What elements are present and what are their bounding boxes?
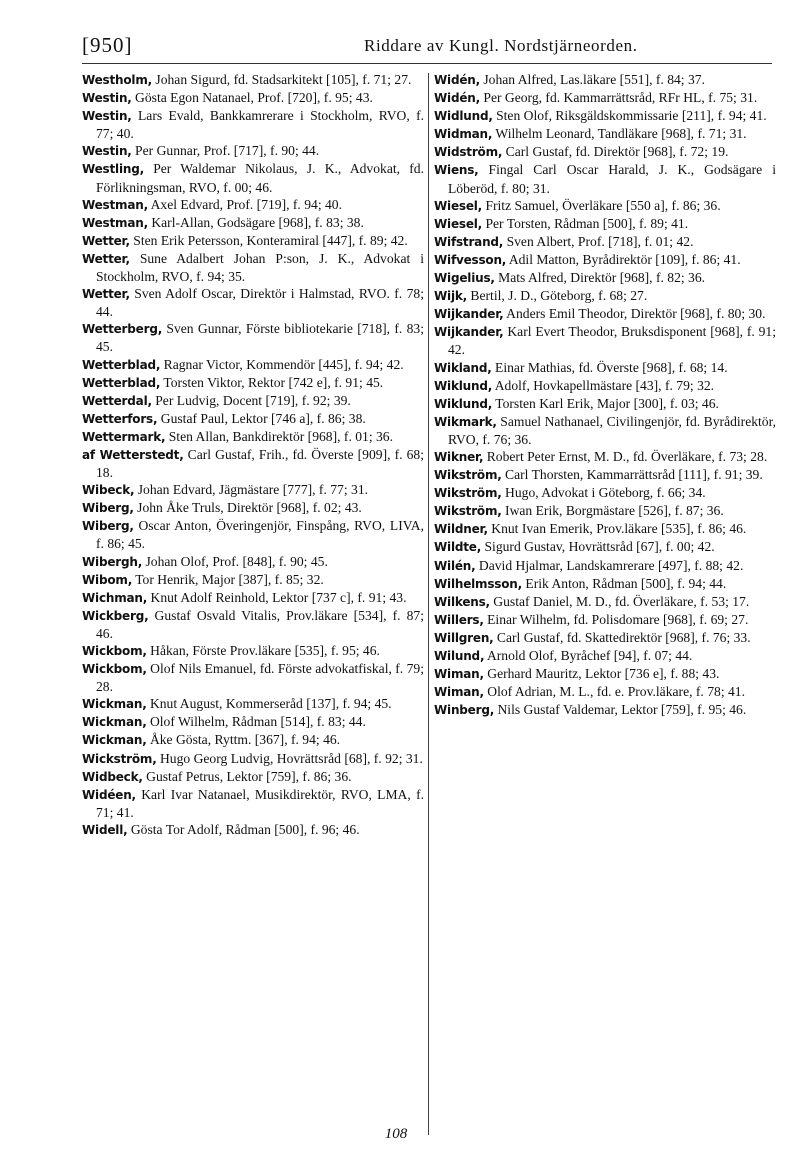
list-item [82,356,424,374]
entry-surname: Widbeck, [82,769,143,784]
entry-surname: Wiesel, [434,198,483,213]
entry-details: Torsten Viktor, Rektor [742 e], f. 91; 45. [160,374,384,390]
list-item [82,410,424,428]
entry-details: Nils Gustaf Valdemar, Lektor [759], f. 95; 46. [494,702,747,718]
entry-details: Fritz Samuel, Överläkare [550 a], f. 86; 36. [482,197,721,213]
entry-details: Sigurd Gustav, Hovrättsråd [67], f. 00; 42. [481,539,715,555]
entry-details: Olof Nils Emanuel, fd. Förste advokatfiskal, f. 79; 28. [96,661,424,695]
entry-details: Gustaf Daniel, M. D., fd. Överläkare, f. 53; 17. [489,593,750,609]
entry-surname: Westin, [82,91,132,106]
entry-details: John Åke Truls, Direktör [968], f. 02; 43. [133,500,362,516]
entry-surname: Widell, [82,822,128,837]
entry-details: Karl Ivar Natanael, Musikdirektör, RVO, LMA, f. 71; 41. [96,786,424,820]
list-item [82,821,424,839]
page-folio: 108 [384,1126,408,1142]
entry-surname: Wetterdal, [82,393,152,408]
entry-details: Iwan Erik, Borgmästare [526], f. 87; 36. [501,503,724,519]
entry-surname: Wiberg, [82,519,134,534]
entry-details: Adolf, Hovkapellmästare [43], f. 79; 32. [492,377,715,393]
entry-surname: Wetter, [82,233,130,248]
entry-surname: Wetterblad, [82,357,161,372]
entry-surname: Wickbom, [82,644,147,658]
entry-surname: Wigelius, [434,271,495,286]
entry-details: Karl-Allan, Godsägare [968], f. 83; 38. [147,214,364,230]
entry-surname: Wildte, [434,540,482,555]
entry-details: Adil Matton, Byrådirektör [109], f. 86; 41. [506,251,741,267]
entry-surname: Wiklund, [434,378,493,393]
list-item [434,71,776,89]
entry-surname: Winberg, [434,703,495,718]
list-item [82,89,424,107]
list-item [434,611,776,629]
entry-surname: Wetterberg, [82,322,163,337]
entry-surname: Wibeck, [82,483,135,498]
entry-surname: Wetterblad, [82,375,161,390]
list-item [434,125,776,143]
entry-surname: Willers, [434,612,484,627]
entry-surname: Wikmark, [434,414,497,429]
list-item [82,731,424,749]
list-item [82,232,424,250]
entry-details: Oscar Anton, Överingenjör, Finspång, RVO, LIVA, f. 86; 45. [96,518,424,552]
entry-surname: Wikström, [434,468,502,483]
entry-details: Torsten Karl Erik, Major [300], f. 03; 46. [492,395,719,411]
entry-surname: Wibergh, [82,554,143,569]
list-item [82,428,424,446]
entry-surname: Wickberg, [82,608,149,623]
entry-details: Gustaf Petrus, Lektor [759], f. 86; 36. [142,768,352,784]
list-item [434,269,776,287]
entry-details: Bertil, J. D., Göteborg, f. 68; 27. [467,288,648,304]
column-divider [428,73,429,1135]
entry-details: Per Gunnar, Prof. [717], f. 90; 44. [131,143,320,159]
entry-details: Knut Adolf Reinhold, Lektor [737 c], f. 91; 43. [147,589,407,605]
entry-surname: Widéen, [82,787,136,802]
entry-details: Sven Albert, Prof. [718], f. 01; 42. [503,233,694,249]
entry-surname: Wickström, [82,751,157,766]
list-item [82,553,424,571]
list-item [82,695,424,713]
entry-details: Wilhelm Leonard, Tandläkare [968], f. 71; 31. [492,126,747,142]
entry-surname: Wickman, [82,697,147,712]
list-item [434,143,776,161]
list-item [82,446,424,481]
list-item [82,107,424,142]
entry-details: David Hjalmar, Landskamrerare [497], f. 88; 42. [475,557,744,573]
list-item [434,323,776,358]
entry-details: Gustaf Osvald Vitalis, Prov.läkare [534], f. 87; 46. [96,607,424,641]
list-item [82,142,424,160]
entry-surname: Wikland, [434,360,492,375]
list-item [82,499,424,517]
list-item [434,197,776,215]
entry-surname: Wijkander, [434,325,504,340]
list-item [434,593,776,611]
entry-details: Per Ludvig, Docent [719], f. 92; 39. [151,392,351,408]
list-item [82,196,424,214]
list-item [82,392,424,410]
entry-surname: Wilund, [434,649,485,663]
entry-details: Tor Henrik, Major [387], f. 85; 32. [132,571,324,587]
entry-surname: Wickman, [82,733,147,748]
entry-surname: Widström, [434,145,503,160]
list-item [82,786,424,821]
list-item [434,520,776,538]
entry-details: Knut Ivan Emerik, Prov.läkare [535], f. 86; 46. [487,521,747,537]
entry-surname: Wettermark, [82,429,166,444]
list-item [82,374,424,392]
entry-details: Sten Allan, Bankdirektör [968], f. 01; 36. [165,428,394,444]
list-item [434,305,776,323]
list-item [434,161,776,196]
list-item [434,233,776,251]
entry-surname: Wildner, [434,522,488,537]
list-item [434,557,776,575]
page-title: Riddare av Kungl. Nordstjärneorden. [364,36,638,55]
entry-details: Arnold Olof, Byråchef [94], f. 07; 44. [484,648,693,663]
entry-surname: Widlund, [434,109,493,124]
entry-surname: Wikström, [434,486,502,501]
entry-details: Ragnar Victor, Kommendör [445], f. 94; 42. [160,356,404,372]
entry-surname: Wilkens, [434,594,490,609]
entry-details: Hugo, Advokat i Göteborg, f. 66; 34. [501,485,706,501]
entry-surname: Wiesel, [434,216,483,231]
entry-details: Sune Adalbert Johan P:son, J. K., Advokat i Stockholm, RVO, f. 94; 35. [96,250,424,285]
entry-details: Johan Sigurd, fd. Stadsarkitekt [105], f. 71; 27. [152,72,412,87]
left-column [82,71,424,839]
list-item [82,660,424,695]
entry-surname: Wijkander, [434,307,504,322]
entry-surname: Wickbom, [82,662,147,677]
list-item [434,665,776,683]
entry-details: Erik Anton, Rådman [500], f. 94; 44. [522,575,727,591]
entry-surname: Wikström, [434,504,502,519]
entry-details: Per Torsten, Rådman [500], f. 89; 41. [482,215,689,231]
list-item [82,607,424,642]
list-item [82,320,424,355]
entry-details: Carl Gustaf, Frih., fd. Överste [909], f. 68; 18. [96,446,424,481]
entry-surname: Wichman, [82,590,148,605]
entry-surname: Wetterfors, [82,411,158,426]
list-item [434,484,776,502]
list-item [434,359,776,377]
list-item [82,750,424,768]
entry-details: Johan Alfred, Las.läkare [551], f. 84; 37. [479,72,705,87]
list-item [434,251,776,269]
entry-surname: Wijk, [434,289,468,304]
entry-details: Mats Alfred, Direktör [968], f. 82; 36. [494,270,706,286]
entry-details: Fingal Carl Oscar Harald, J. K., Godsägare i Löberöd, f. 80; 31. [448,162,776,196]
list-item [82,642,424,660]
entry-surname: Wiman, [434,667,484,682]
list-item [434,629,776,647]
entry-details: Gerhard Mauritz, Lektor [736 e], f. 88; 43. [483,666,720,682]
entry-details: Hugo Georg Ludvig, Hovrättsråd [68], f. 92; 31. [156,750,423,766]
entry-surname: Wetter, [82,287,130,302]
list-item [434,538,776,556]
entry-details: Olof Adrian, M. L., fd. e. Prov.läkare, f. 78; 41. [483,684,745,700]
entry-details: Einar Wilhelm, fd. Polisdomare [968], f. 69; 27. [483,611,749,627]
list-item [434,575,776,593]
list-item [434,215,776,233]
list-item [82,571,424,589]
entry-details: Anders Emil Theodor, Direktör [968], f. 80; 30. [503,306,766,322]
entry-details: Olof Wilhelm, Rådman [514], f. 83; 44. [146,714,366,730]
list-item [434,448,776,466]
entry-details: Robert Peter Ernst, M. D., fd. Överläkare, f. 73; 28. [483,448,768,464]
entry-surname: Westling, [82,162,144,177]
entry-surname: Wilhelmsson, [434,576,522,591]
list-item [82,517,424,552]
entry-details: Sten Olof, Riksgäldskommissarie [211], f. 94; 41. [492,108,767,124]
page-number: [950] [82,33,133,57]
entry-surname: af Wetterstedt, [82,447,184,462]
list-item [82,250,424,285]
entry-details: Åke Gösta, Ryttm. [367], f. 94; 46. [146,732,341,748]
list-item [434,377,776,395]
list-item [434,683,776,701]
list-item [434,287,776,305]
entry-details: Johan Olof, Prof. [848], f. 90; 45. [142,553,328,569]
entry-details: Samuel Nathanael, Civilingenjör, fd. Byrådirektör, RVO, f. 76; 36. [448,413,776,447]
entry-surname: Wifstrand, [434,234,504,249]
list-item [82,214,424,232]
entry-details: Einar Mathias, fd. Överste [968], f. 68; 14. [491,359,728,375]
entry-surname: Wiman, [434,685,484,700]
entry-surname: Wibom, [82,572,133,587]
entry-surname: Willgren, [434,630,494,645]
list-item [434,107,776,125]
entry-surname: Westman, [82,215,148,230]
entry-surname: Wiklund, [434,396,493,411]
entry-details: Carl Gustaf, fd. Direktör [968], f. 72; 19. [502,144,729,160]
entry-details: Per Georg, fd. Kammarrättsråd, RFr HL, f. 75; 31. [479,90,758,106]
list-item [434,395,776,413]
list-item [82,285,424,320]
list-item [434,502,776,520]
entry-details: Sven Gunnar, Förste bibliotekarie [718], f. 83; 45. [96,321,424,355]
entry-surname: Widén, [434,73,480,87]
entry-surname: Westin, [82,144,132,159]
entry-details: Gösta Egon Natanael, Prof. [720], f. 95; 43. [131,90,373,106]
list-item [82,160,424,195]
entry-surname: Wilén, [434,558,476,573]
entry-details: Per Waldemar Nikolaus, J. K., Advokat, fd. Förlikningsman, RVO, f. 00; 46. [96,161,424,195]
entry-details: Sten Erik Petersson, Konteramiral [447], f. 89; 42. [129,232,408,248]
entry-surname: Wifvesson, [434,252,507,267]
entry-details: Knut August, Kommerseråd [137], f. 94; 45. [146,696,392,712]
list-item [434,466,776,484]
entry-surname: Wickman, [82,715,147,730]
list-item [82,768,424,786]
entry-details: Lars Evald, Bankkamrerare i Stockholm, RVO, f. 77; 40. [96,108,424,142]
entry-surname: Wiberg, [82,501,134,516]
entry-details: Gösta Tor Adolf, Rådman [500], f. 96; 46. [127,821,360,837]
entry-surname: Westin, [82,109,132,124]
entry-details: Håkan, Förste Prov.läkare [535], f. 95; 46. [146,643,380,658]
entry-details: Johan Edvard, Jägmästare [777], f. 77; 31. [134,482,369,498]
list-item [82,71,424,89]
entry-surname: Widman, [434,127,493,142]
entry-details: Sven Adolf Oscar, Direktör i Halmstad, RVO. f. 78; 44. [96,286,424,320]
entry-details: Carl Thorsten, Kammarrättsråd [111], f. 91; 39. [501,467,763,483]
running-header [82,33,772,64]
entry-surname: Wetter, [82,251,130,266]
list-item [434,89,776,107]
entry-surname: Westman, [82,197,148,212]
entry-details: Karl Evert Theodor, Bruksdisponent [968], f. 91; 42. [448,324,776,358]
list-item [82,589,424,607]
list-item [82,481,424,499]
entry-details: Gustaf Paul, Lektor [746 a], f. 86; 38. [157,410,366,426]
list-item [434,647,776,665]
entry-surname: Wiens, [434,163,479,178]
list-item [82,713,424,731]
entry-surname: Wikner, [434,449,484,464]
entry-surname: Westholm, [82,73,152,87]
entry-details: Axel Edvard, Prof. [719], f. 94; 40. [147,196,342,212]
right-column [434,71,776,719]
list-item [434,701,776,719]
list-item [434,413,776,448]
entries-area [82,71,778,1146]
entry-details: Carl Gustaf, fd. Skattedirektör [968], f. 76; 33. [493,629,751,645]
entry-surname: Widén, [434,91,480,106]
